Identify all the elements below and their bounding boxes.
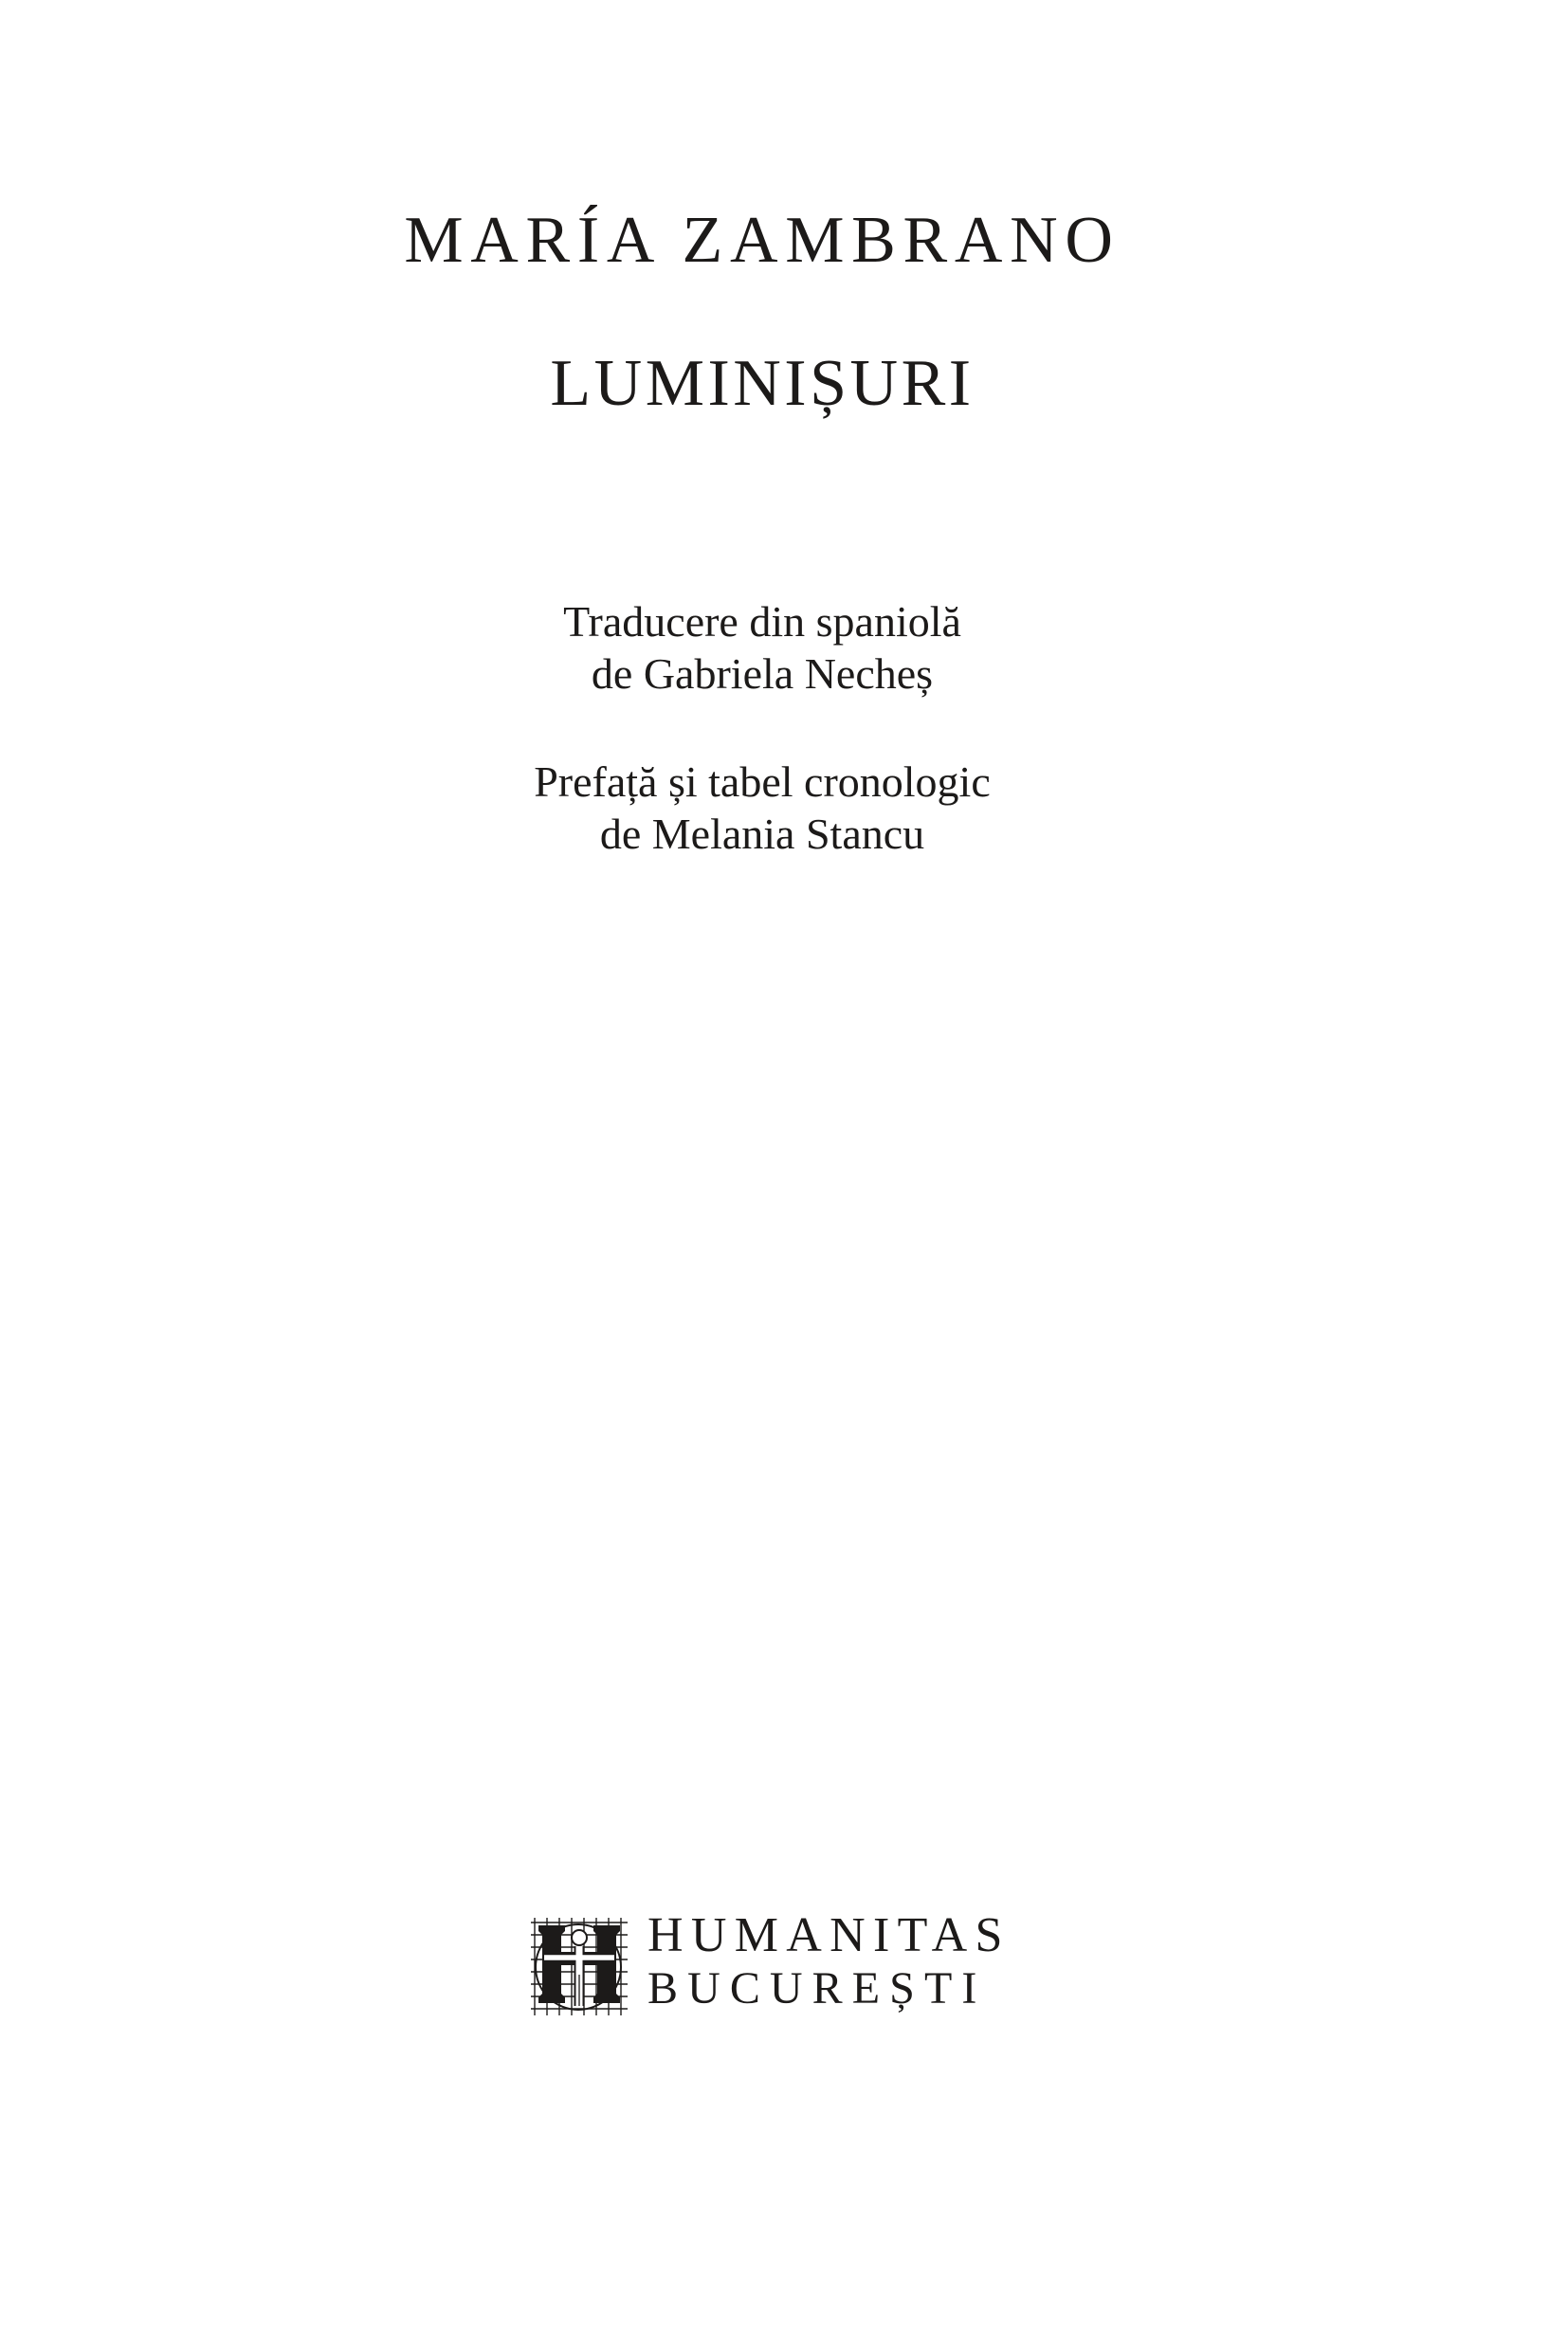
preface-credit: [0, 756, 1524, 860]
translation-credit-line2: de Gabriela Necheș: [591, 649, 934, 698]
translation-credit: [0, 595, 1524, 700]
preface-credit-line2: de Melania Stancu: [599, 810, 925, 858]
translation-credit-line1: Traducere din spaniolă: [563, 597, 961, 646]
publisher-name: HUMANITAS: [647, 1908, 1011, 1962]
book-title: LUMINIȘURI: [550, 347, 975, 420]
humanitas-logo-icon: [531, 1918, 628, 2017]
author-name: MARÍA ZAMBRANO: [404, 204, 1121, 277]
preface-credit-line1: Prefață și tabel cronologic: [534, 757, 991, 806]
publisher-city: BUCUREȘTI: [647, 1963, 987, 2014]
